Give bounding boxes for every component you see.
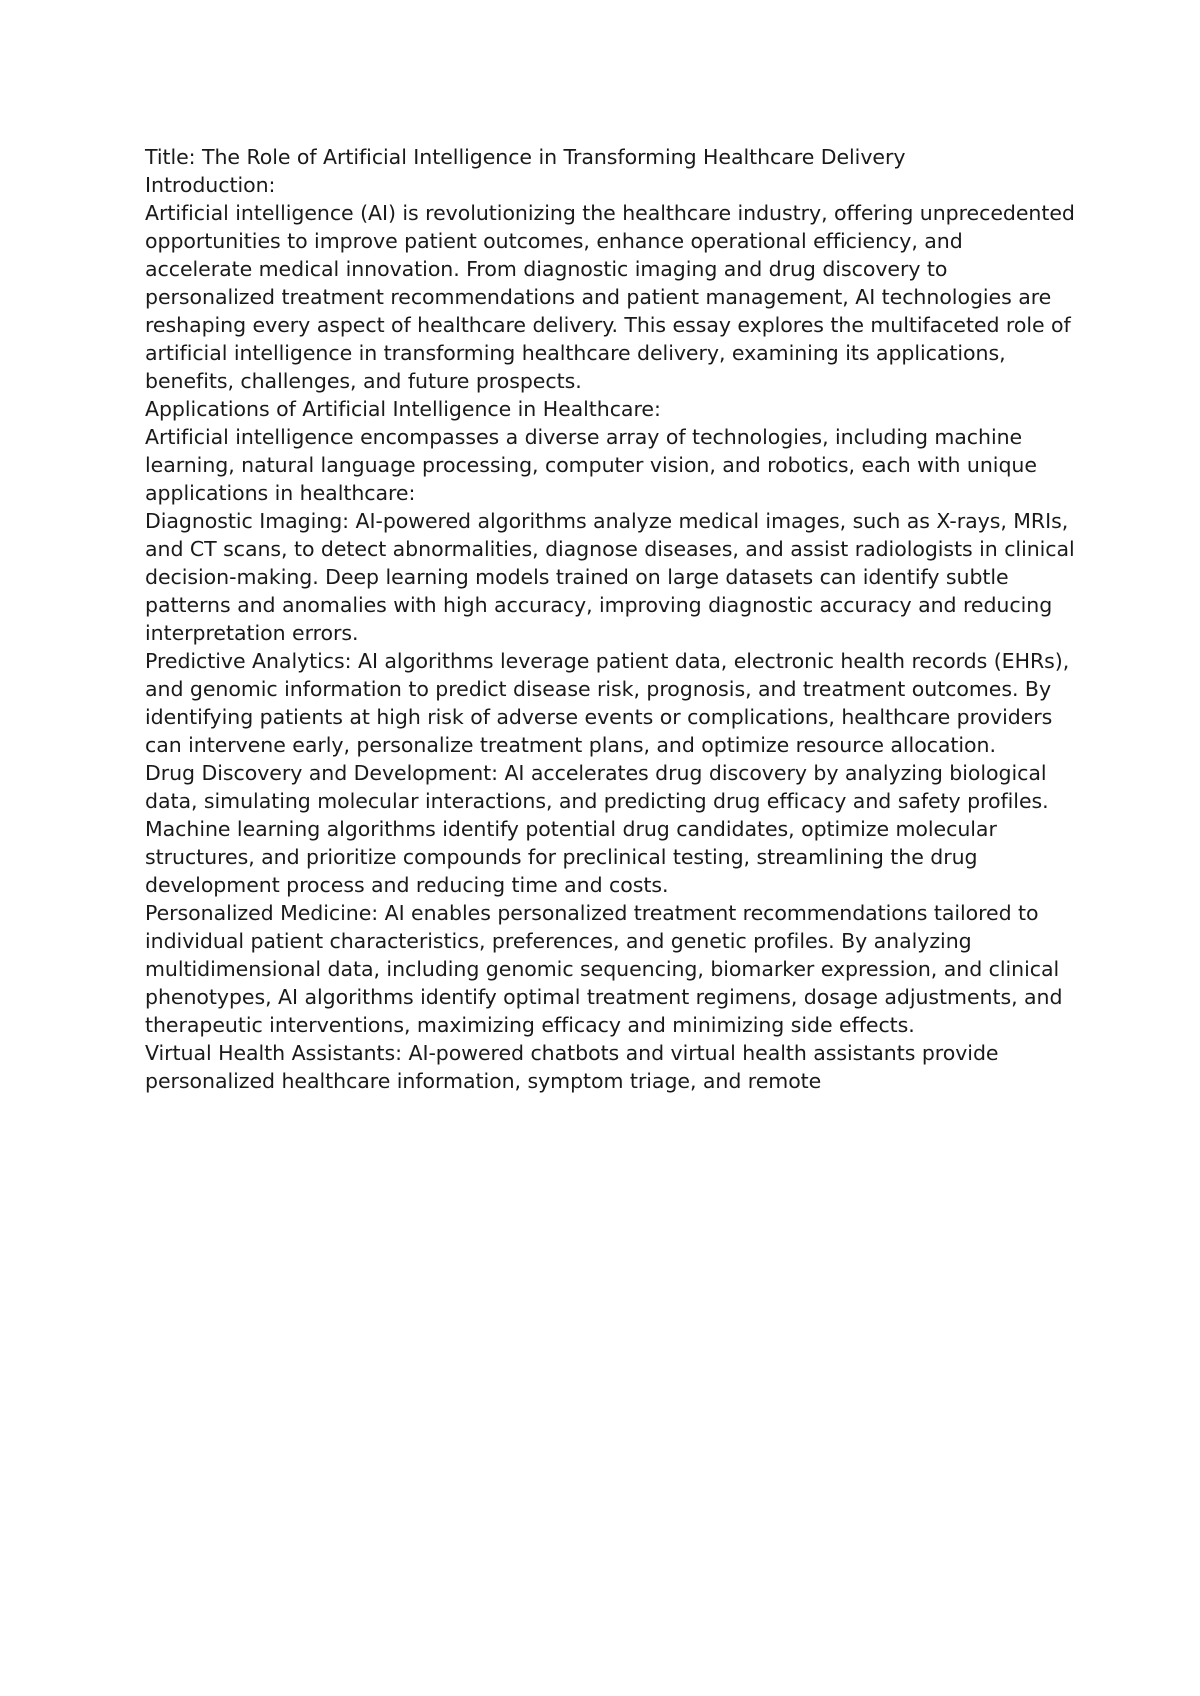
application-predictive-analytics: Predictive Analytics: AI algorithms leverage patient data, electronic health records (EHRs), and genomic information to predict disease risk, prognosis, and treatment outcomes. By identifying patients at high risk of adverse events or complications, healthcare providers can intervene early, personalize treatment plans, and optimize resource allocation.: [145, 649, 1070, 757]
application-diagnostic-imaging: Diagnostic Imaging: AI-powered algorithms analyze medical images, such as X-rays, MRIs, and CT scans, to detect abnormalities, diagnose diseases, and assist radiologists in clinical decision-making. Deep learning models trained on large datasets can identify subtle patterns and anomalies with high accuracy, improving diagnostic accuracy and reducing interpretation errors.: [145, 509, 1075, 645]
introduction-heading: Introduction:: [145, 173, 276, 197]
application-personalized-medicine: Personalized Medicine: AI enables personalized treatment recommendations tailored to individual patient characteristics, preferences, and genetic profiles. By analyzing multidimensional data, including genomic sequencing, biomarker expression, and clinical phenotypes, AI algorithms identify optimal treatment regimens, dosage adjustments, and therapeutic interventions, maximizing efficacy and minimizing side effects.: [145, 901, 1063, 1037]
application-drug-discovery: Drug Discovery and Development: AI accelerates drug discovery by analyzing biological data, simulating molecular interactions, and predicting drug efficacy and safety profiles. Machine learning algorithms identify potential drug candidates, optimize molecular structures, and prioritize compounds for preclinical testing, streamlining the drug development process and reducing time and costs.: [145, 761, 1049, 897]
document-body: [145, 143, 1075, 1095]
applications-heading: Applications of Artificial Intelligence in Healthcare:: [145, 397, 661, 421]
applications-intro-paragraph: Artificial intelligence encompasses a diverse array of technologies, including machine learning, natural language processing, computer vision, and robotics, each with unique applications in healthcare:: [145, 425, 1037, 505]
application-virtual-health-assistants: Virtual Health Assistants: AI-powered chatbots and virtual health assistants provide personalized healthcare information, symptom triage, and remote: [145, 1041, 999, 1093]
introduction-paragraph: Artificial intelligence (AI) is revolutionizing the healthcare industry, offering unprecedented opportunities to improve patient outcomes, enhance operational efficiency, and accelerate medical innovation. From diagnostic imaging and drug discovery to personalized treatment recommendations and patient management, AI technologies are reshaping every aspect of healthcare delivery. This essay explores the multifaceted role of artificial intelligence in transforming healthcare delivery, examining its applications, benefits, challenges, and future prospects.: [145, 201, 1075, 393]
document-title: Title: The Role of Artificial Intelligence in Transforming Healthcare Delivery: [145, 145, 906, 169]
